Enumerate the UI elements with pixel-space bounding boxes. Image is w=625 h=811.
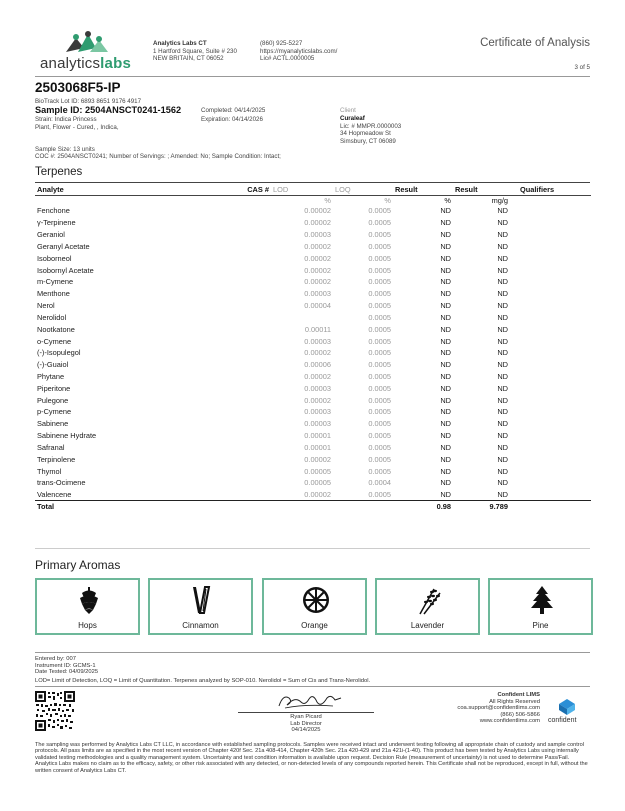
analyte-cell: Menthone: [37, 289, 70, 299]
table-row: [35, 264, 591, 276]
terpenes-divider: [35, 182, 590, 183]
lod-cell: 0.00002: [304, 241, 331, 251]
qualifier-cell: [510, 418, 591, 430]
result-pct-cell: ND: [440, 301, 451, 311]
total-row: [35, 501, 591, 513]
coc-line: COC #: 2504ANSCT0241; Number of Servings: ; Amended: No; Sample Condition: Intact;: [35, 153, 281, 160]
table-row: [35, 311, 591, 323]
table-row: [35, 276, 591, 288]
result-mgg-cell: ND: [497, 324, 508, 334]
lod-cell: 0.00006: [304, 360, 331, 370]
cas-cell: [195, 217, 271, 229]
qualifier-cell: [510, 382, 591, 394]
table-row: [35, 477, 591, 489]
result-mgg-cell: ND: [497, 289, 508, 299]
result-pct-cell: ND: [440, 360, 451, 370]
qualifier-cell: [510, 394, 591, 406]
analyte-cell: Geraniol: [37, 230, 65, 240]
result-pct-cell: ND: [440, 206, 451, 216]
doc-title: Certificate of Analysis: [480, 37, 590, 49]
aroma-cinnamon: [148, 578, 253, 635]
completed-date: Completed: 04/14/2025: [201, 107, 266, 114]
qualifier-cell: [510, 323, 591, 335]
result-mgg-cell: ND: [497, 336, 508, 346]
cas-cell: [195, 394, 271, 406]
aroma-label-orange: Orange: [301, 621, 328, 630]
result-mgg-cell: ND: [497, 383, 508, 393]
loq-cell: 0.0005: [368, 348, 391, 358]
qualifier-cell: [510, 359, 591, 371]
lims-email[interactable]: coa.support@confidentlims.com: [457, 705, 540, 712]
result-pct-cell: ND: [440, 466, 451, 476]
result-mgg-cell: ND: [497, 301, 508, 311]
loq-cell: 0.0005: [368, 312, 391, 322]
result-mgg-cell: ND: [497, 372, 508, 381]
col-qualifiers: Qualifiers: [510, 185, 591, 195]
cas-cell: [195, 205, 271, 217]
result-mgg-cell: ND: [497, 466, 508, 476]
sample-matrix: Plant, Flower - Cured, , Indica,: [35, 124, 119, 131]
table-row: [35, 418, 591, 430]
qualifier-cell: [510, 453, 591, 465]
lod-cell: 0.00003: [304, 407, 331, 417]
result-mgg-cell: ND: [497, 253, 508, 263]
pine-icon: [527, 585, 557, 615]
cas-cell: [195, 453, 271, 465]
result-pct-cell: ND: [440, 289, 451, 299]
table-row: [35, 300, 591, 312]
result-mgg-cell: ND: [497, 312, 508, 322]
aroma-label-hops: Hops: [78, 621, 97, 630]
qualifier-cell: [510, 335, 591, 347]
result-pct-cell: ND: [440, 372, 451, 381]
lod-cell: 0.00003: [304, 289, 331, 299]
header-divider: [35, 76, 590, 77]
lod-cell: [271, 311, 333, 323]
instrument-id: Instrument ID: GCMS-1: [35, 662, 96, 669]
qualifier-cell: [510, 430, 591, 442]
analyte-cell: Terpinolene: [37, 454, 76, 464]
loq-cell: 0.0005: [368, 442, 391, 452]
lab-info: [153, 40, 237, 63]
qualifier-cell: [510, 276, 591, 288]
lod-cell: 0.00002: [304, 490, 331, 500]
result-mgg-cell: ND: [497, 407, 508, 417]
loq-cell: 0.0005: [368, 372, 391, 381]
loq-cell: 0.0005: [368, 289, 391, 299]
cas-cell: [195, 465, 271, 477]
cas-cell: [195, 288, 271, 300]
lab-license: Lic# ACTL.0000005: [260, 55, 315, 63]
result-mgg-cell: ND: [497, 431, 508, 441]
result-mgg-cell: ND: [497, 490, 508, 500]
result-pct-cell: ND: [440, 241, 451, 251]
table-row: [35, 406, 591, 418]
date-tested: Date Tested: 04/09/2025: [35, 669, 99, 676]
signer-date: 04/14/2025: [291, 727, 321, 734]
loq-cell: 0.0005: [368, 490, 391, 500]
result-mgg-cell: ND: [497, 395, 508, 405]
result-mgg-cell: ND: [497, 265, 508, 275]
aromas-divider: [35, 548, 590, 549]
qualifier-cell: [510, 489, 591, 501]
table-row: [35, 394, 591, 406]
analyte-cell: Sabinene Hydrate: [37, 431, 97, 441]
entered-by: Entered by: 007: [35, 656, 76, 662]
analyte-cell: Isobornyl Acetate: [37, 265, 94, 275]
loq-cell: 0.0005: [368, 301, 391, 311]
total-qualifier: [510, 501, 591, 513]
total-cas: [195, 501, 271, 513]
qr-code-icon[interactable]: [35, 691, 75, 731]
lod-cell: 0.00002: [304, 265, 331, 275]
cinnamon-icon: [187, 585, 217, 615]
analyte-cell: Nerol: [37, 301, 55, 311]
result-pct-cell: ND: [440, 407, 451, 417]
confident-logo-icon: [558, 699, 576, 715]
result-pct-cell: ND: [440, 312, 451, 322]
client-address-1: 34 Hopmeadow St: [340, 130, 391, 138]
result-mgg-cell: ND: [497, 442, 508, 452]
result-pct-cell: ND: [440, 478, 451, 488]
signer-title: Lab Director: [290, 720, 322, 727]
result-mgg-cell: ND: [497, 478, 508, 488]
table-row: [35, 371, 591, 383]
col-result-mgg: Result: [453, 185, 510, 195]
qualifier-cell: [510, 229, 591, 241]
lims-website[interactable]: www.confidentlims.com: [479, 718, 540, 725]
loq-cell: 0.0005: [368, 454, 391, 464]
signature-icon: [275, 690, 345, 712]
lab-address-2: NEW BRITAIN, CT 06052: [153, 55, 224, 63]
footer-divider-2: [35, 686, 590, 687]
loq-cell: 0.0004: [368, 478, 391, 488]
result-mgg-cell: ND: [497, 419, 508, 429]
cas-cell: [195, 252, 271, 264]
loq-cell: 0.0005: [368, 407, 391, 417]
lod-cell: 0.00005: [304, 478, 331, 488]
table-row: [35, 442, 591, 454]
biotrack-lot-id: BioTrack Lot ID: 6893 8651 9176 4917: [35, 98, 142, 105]
aroma-label-cinnamon: Cinnamon: [182, 621, 219, 630]
analyte-cell: Safranal: [37, 442, 65, 452]
lod-cell: 0.00002: [304, 218, 331, 228]
qualifier-cell: [510, 347, 591, 359]
result-pct-cell: ND: [440, 348, 451, 358]
result-mgg-cell: ND: [497, 206, 508, 216]
lod-cell: 0.00002: [304, 277, 331, 287]
table-row: [35, 382, 591, 394]
analyte-cell: Pulegone: [37, 395, 69, 405]
qualifier-cell: [510, 442, 591, 454]
result-pct-cell: ND: [440, 383, 451, 393]
table-row: [35, 465, 591, 477]
qualifier-cell: [510, 300, 591, 312]
aroma-label-pine: Pine: [532, 621, 549, 630]
loq-cell: 0.0005: [368, 431, 391, 441]
aroma-lavender: [375, 578, 480, 635]
disclaimer: The sampling was performed by Analytics Labs CT LLC, in accordance with established sampling protocols. Samples were received intact and underwent testing following all appropriate chain of custody and sample control protocols. All pass limits are as specified in the most recent version of Chapter 420f Sec. 21a 408-414, Chapter 420h Sec. 21a 420-429 and 21a 421i-(1-40). This product has been tested by Analytics Labs using internally validated testing methodologies and a quality management system. Uncertainty and test condition information is available upon request. Decision Rule (measurement of uncertainty) is not used to determine Pass/Fail. Analytics Labs makes no claim as to the efficacy, safety, or other risk associated with any detected, or non-detected levels of any compounds reported herein. This Certificate shall not be reproduced, except in full, without the written consent of Analytics Labs CT.: [35, 742, 588, 774]
client-license: Lic: # MMPR.0000003: [340, 122, 402, 130]
qualifier-cell: [510, 264, 591, 276]
result-pct-cell: ND: [440, 253, 451, 263]
analyte-cell: Nerolidol: [37, 312, 67, 322]
aromas-title: Primary Aromas: [35, 558, 121, 572]
cas-cell: [195, 311, 271, 323]
loq-cell: 0.0005: [368, 419, 391, 429]
loq-cell: 0.0005: [368, 466, 391, 476]
lod-cell: 0.00002: [304, 395, 331, 405]
table-row: [35, 489, 591, 501]
col-analyte: Analyte: [35, 185, 195, 195]
loq-cell: 0.0005: [368, 324, 391, 334]
aroma-label-lavender: Lavender: [410, 621, 445, 630]
cas-cell: [195, 264, 271, 276]
cas-cell: [195, 418, 271, 430]
hops-icon: [74, 585, 104, 615]
lod-cell: 0.00003: [304, 419, 331, 429]
aroma-orange: [262, 578, 367, 635]
result-mgg-cell: ND: [497, 348, 508, 358]
analyte-cell: p-Cymene: [37, 407, 72, 417]
analyte-cell: Thymol: [37, 466, 62, 476]
loq-cell: 0.0005: [368, 241, 391, 251]
qualifier-cell: [510, 288, 591, 300]
lod-cell: 0.00002: [304, 348, 331, 358]
cas-cell: [195, 335, 271, 347]
loq-cell: 0.0005: [368, 336, 391, 346]
result-pct-cell: ND: [440, 324, 451, 334]
confident-logo-text: confident: [548, 717, 577, 724]
analyte-cell: Valencene: [37, 490, 72, 500]
signature-line: [238, 712, 374, 713]
table-row: [35, 217, 591, 229]
table-row: [35, 205, 591, 217]
lod-cell: 0.00011: [304, 324, 331, 334]
loq-cell: 0.0005: [368, 206, 391, 216]
loq-cell: 0.0005: [368, 230, 391, 240]
table-row: [35, 347, 591, 359]
table-row: [35, 430, 591, 442]
qualifier-cell: [510, 205, 591, 217]
aroma-hops: [35, 578, 140, 635]
cas-cell: [195, 276, 271, 288]
analyte-cell: Nootkatone: [37, 324, 75, 334]
table-row: [35, 229, 591, 241]
analyte-cell: (-)-Isopulegol: [37, 348, 81, 358]
lod-cell: 0.00002: [304, 372, 331, 381]
table-row: [35, 240, 591, 252]
result-mgg-cell: ND: [497, 454, 508, 464]
logo-mountains-icon: [36, 30, 136, 54]
result-pct-cell: ND: [440, 230, 451, 240]
unit-loq: %: [384, 195, 391, 205]
analyte-cell: (-)-Guaiol: [37, 360, 69, 370]
lod-note: LOD= Limit of Detection, LOQ = Limit of Quantitation. Terpenes analyzed by SOP-010. Nerolidol = Sum of Cis and Trans-Nerolidol.: [35, 678, 371, 684]
sample-size: Sample Size: 13 units: [35, 146, 95, 153]
table-row: [35, 359, 591, 371]
qualifier-cell: [510, 477, 591, 489]
client-address-2: Simsbury, CT 06089: [340, 137, 396, 145]
lavender-icon: [414, 585, 444, 615]
col-cas: CAS #: [195, 185, 271, 195]
table-row: [35, 453, 591, 465]
analyte-cell: m-Cymene: [37, 277, 74, 287]
lims-phone: (866) 506-5866: [500, 711, 540, 718]
lod-cell: 0.00003: [304, 336, 331, 346]
sample-batch-id: 2503068F5-IP: [35, 80, 121, 95]
lod-cell: 0.00001: [304, 431, 331, 441]
client-name: Curaleaf: [340, 115, 365, 122]
qualifier-cell: [510, 217, 591, 229]
qualifier-cell: [510, 240, 591, 252]
qualifier-cell: [510, 252, 591, 264]
qualifier-cell: [510, 311, 591, 323]
cas-cell: [195, 323, 271, 335]
lab-phone: (860) 925-5227: [260, 40, 303, 47]
lod-cell: 0.00005: [304, 466, 331, 476]
result-pct-cell: ND: [440, 454, 451, 464]
col-lod: LOD: [271, 185, 333, 195]
result-pct-cell: ND: [440, 431, 451, 441]
cas-cell: [195, 371, 271, 383]
lod-cell: 0.00002: [304, 206, 331, 216]
cas-cell: [195, 382, 271, 394]
table-row: [35, 288, 591, 300]
result-mgg-cell: ND: [497, 277, 508, 287]
client-label: Client: [340, 107, 356, 114]
analyte-cell: Phytane: [37, 372, 65, 381]
result-mgg-cell: ND: [497, 360, 508, 370]
result-pct-cell: ND: [440, 442, 451, 452]
result-pct-cell: ND: [440, 265, 451, 275]
total-pct: 0.98: [393, 501, 453, 513]
cas-cell: [195, 477, 271, 489]
cas-cell: [195, 300, 271, 312]
lims-rights: All Rights Reserved: [489, 698, 540, 705]
strain: Strain: Indica Princess: [35, 116, 97, 123]
confident-logo: [544, 699, 590, 729]
loq-cell: 0.0005: [368, 277, 391, 287]
unit-result-mgg: mg/g: [491, 195, 508, 205]
table-row: [35, 335, 591, 347]
qualifier-cell: [510, 406, 591, 418]
col-loq: LOQ: [333, 185, 393, 195]
lab-contact: [260, 40, 337, 63]
result-pct-cell: ND: [440, 218, 451, 228]
analytics-labs-logo: [36, 30, 136, 74]
col-result-pct: Result: [393, 185, 453, 195]
result-pct-cell: ND: [440, 419, 451, 429]
terpenes-table: [35, 185, 591, 513]
terpenes-title: Terpenes: [35, 166, 83, 178]
analyte-cell: Geranyl Acetate: [37, 241, 90, 251]
cas-cell: [195, 229, 271, 241]
result-pct-cell: ND: [440, 277, 451, 287]
sample-id: Sample ID: 2504ANSCT0241-1562: [35, 105, 182, 115]
loq-cell: 0.0005: [368, 395, 391, 405]
qualifier-cell: [510, 371, 591, 383]
footer-divider: [35, 652, 590, 653]
table-row: [35, 323, 591, 335]
analyte-cell: Sabinene: [37, 419, 69, 429]
expiration-date: Expiration: 04/14/2026: [201, 116, 263, 123]
lod-cell: 0.00003: [304, 230, 331, 240]
cas-cell: [195, 359, 271, 371]
result-mgg-cell: ND: [497, 241, 508, 251]
lab-address-1: 1 Hartford Square, Suite # 230: [153, 47, 237, 55]
loq-cell: 0.0005: [368, 383, 391, 393]
result-pct-cell: ND: [440, 395, 451, 405]
unit-result-pct: %: [444, 195, 451, 205]
table-row: [35, 252, 591, 264]
result-mgg-cell: ND: [497, 218, 508, 228]
unit-lod: %: [324, 195, 331, 205]
page-number: 3 of 5: [574, 64, 590, 71]
lod-cell: 0.00004: [304, 301, 331, 311]
lims-name: Confident LIMS: [497, 692, 540, 698]
analyte-cell: γ-Terpinene: [37, 218, 76, 228]
total-loq: [333, 501, 393, 513]
logo-wordmark: analyticslabs: [40, 55, 131, 72]
lod-cell: 0.00003: [304, 383, 331, 393]
analyte-cell: o-Cymene: [37, 336, 72, 346]
cas-cell: [195, 347, 271, 359]
test-meta: [35, 656, 98, 676]
loq-cell: 0.0005: [368, 218, 391, 228]
total-label: Total: [35, 501, 195, 513]
cas-cell: [195, 406, 271, 418]
lod-cell: 0.00001: [304, 442, 331, 452]
analyte-cell: Isoborneol: [37, 253, 72, 263]
result-mgg-cell: ND: [497, 230, 508, 240]
analyte-cell: Piperitone: [37, 383, 71, 393]
cas-cell: [195, 442, 271, 454]
cas-cell: [195, 240, 271, 252]
orange-icon: [301, 585, 331, 615]
loq-cell: 0.0005: [368, 360, 391, 370]
units-row: [35, 195, 591, 205]
lod-cell: 0.00002: [304, 253, 331, 263]
client-block: [340, 115, 401, 145]
loq-cell: 0.0005: [368, 265, 391, 275]
lod-cell: 0.00002: [304, 454, 331, 464]
aroma-pine: [488, 578, 593, 635]
signer-name: Ryan Picard: [290, 714, 322, 720]
result-pct-cell: ND: [440, 490, 451, 500]
total-lod: [271, 501, 333, 513]
qualifier-cell: [510, 465, 591, 477]
analyte-cell: Fenchone: [37, 206, 70, 216]
result-pct-cell: ND: [440, 336, 451, 346]
table-header-row: [35, 185, 591, 195]
loq-cell: 0.0005: [368, 253, 391, 263]
lab-website[interactable]: https://myanalyticslabs.com/: [260, 47, 338, 55]
cas-cell: [195, 430, 271, 442]
analyte-cell: trans-Ocimene: [37, 478, 86, 488]
signer-block: [238, 714, 374, 734]
total-mgg: 9.789: [453, 501, 510, 513]
lims-info: [457, 692, 540, 725]
cas-cell: [195, 489, 271, 501]
lab-name: Analytics Labs CT: [153, 40, 207, 47]
